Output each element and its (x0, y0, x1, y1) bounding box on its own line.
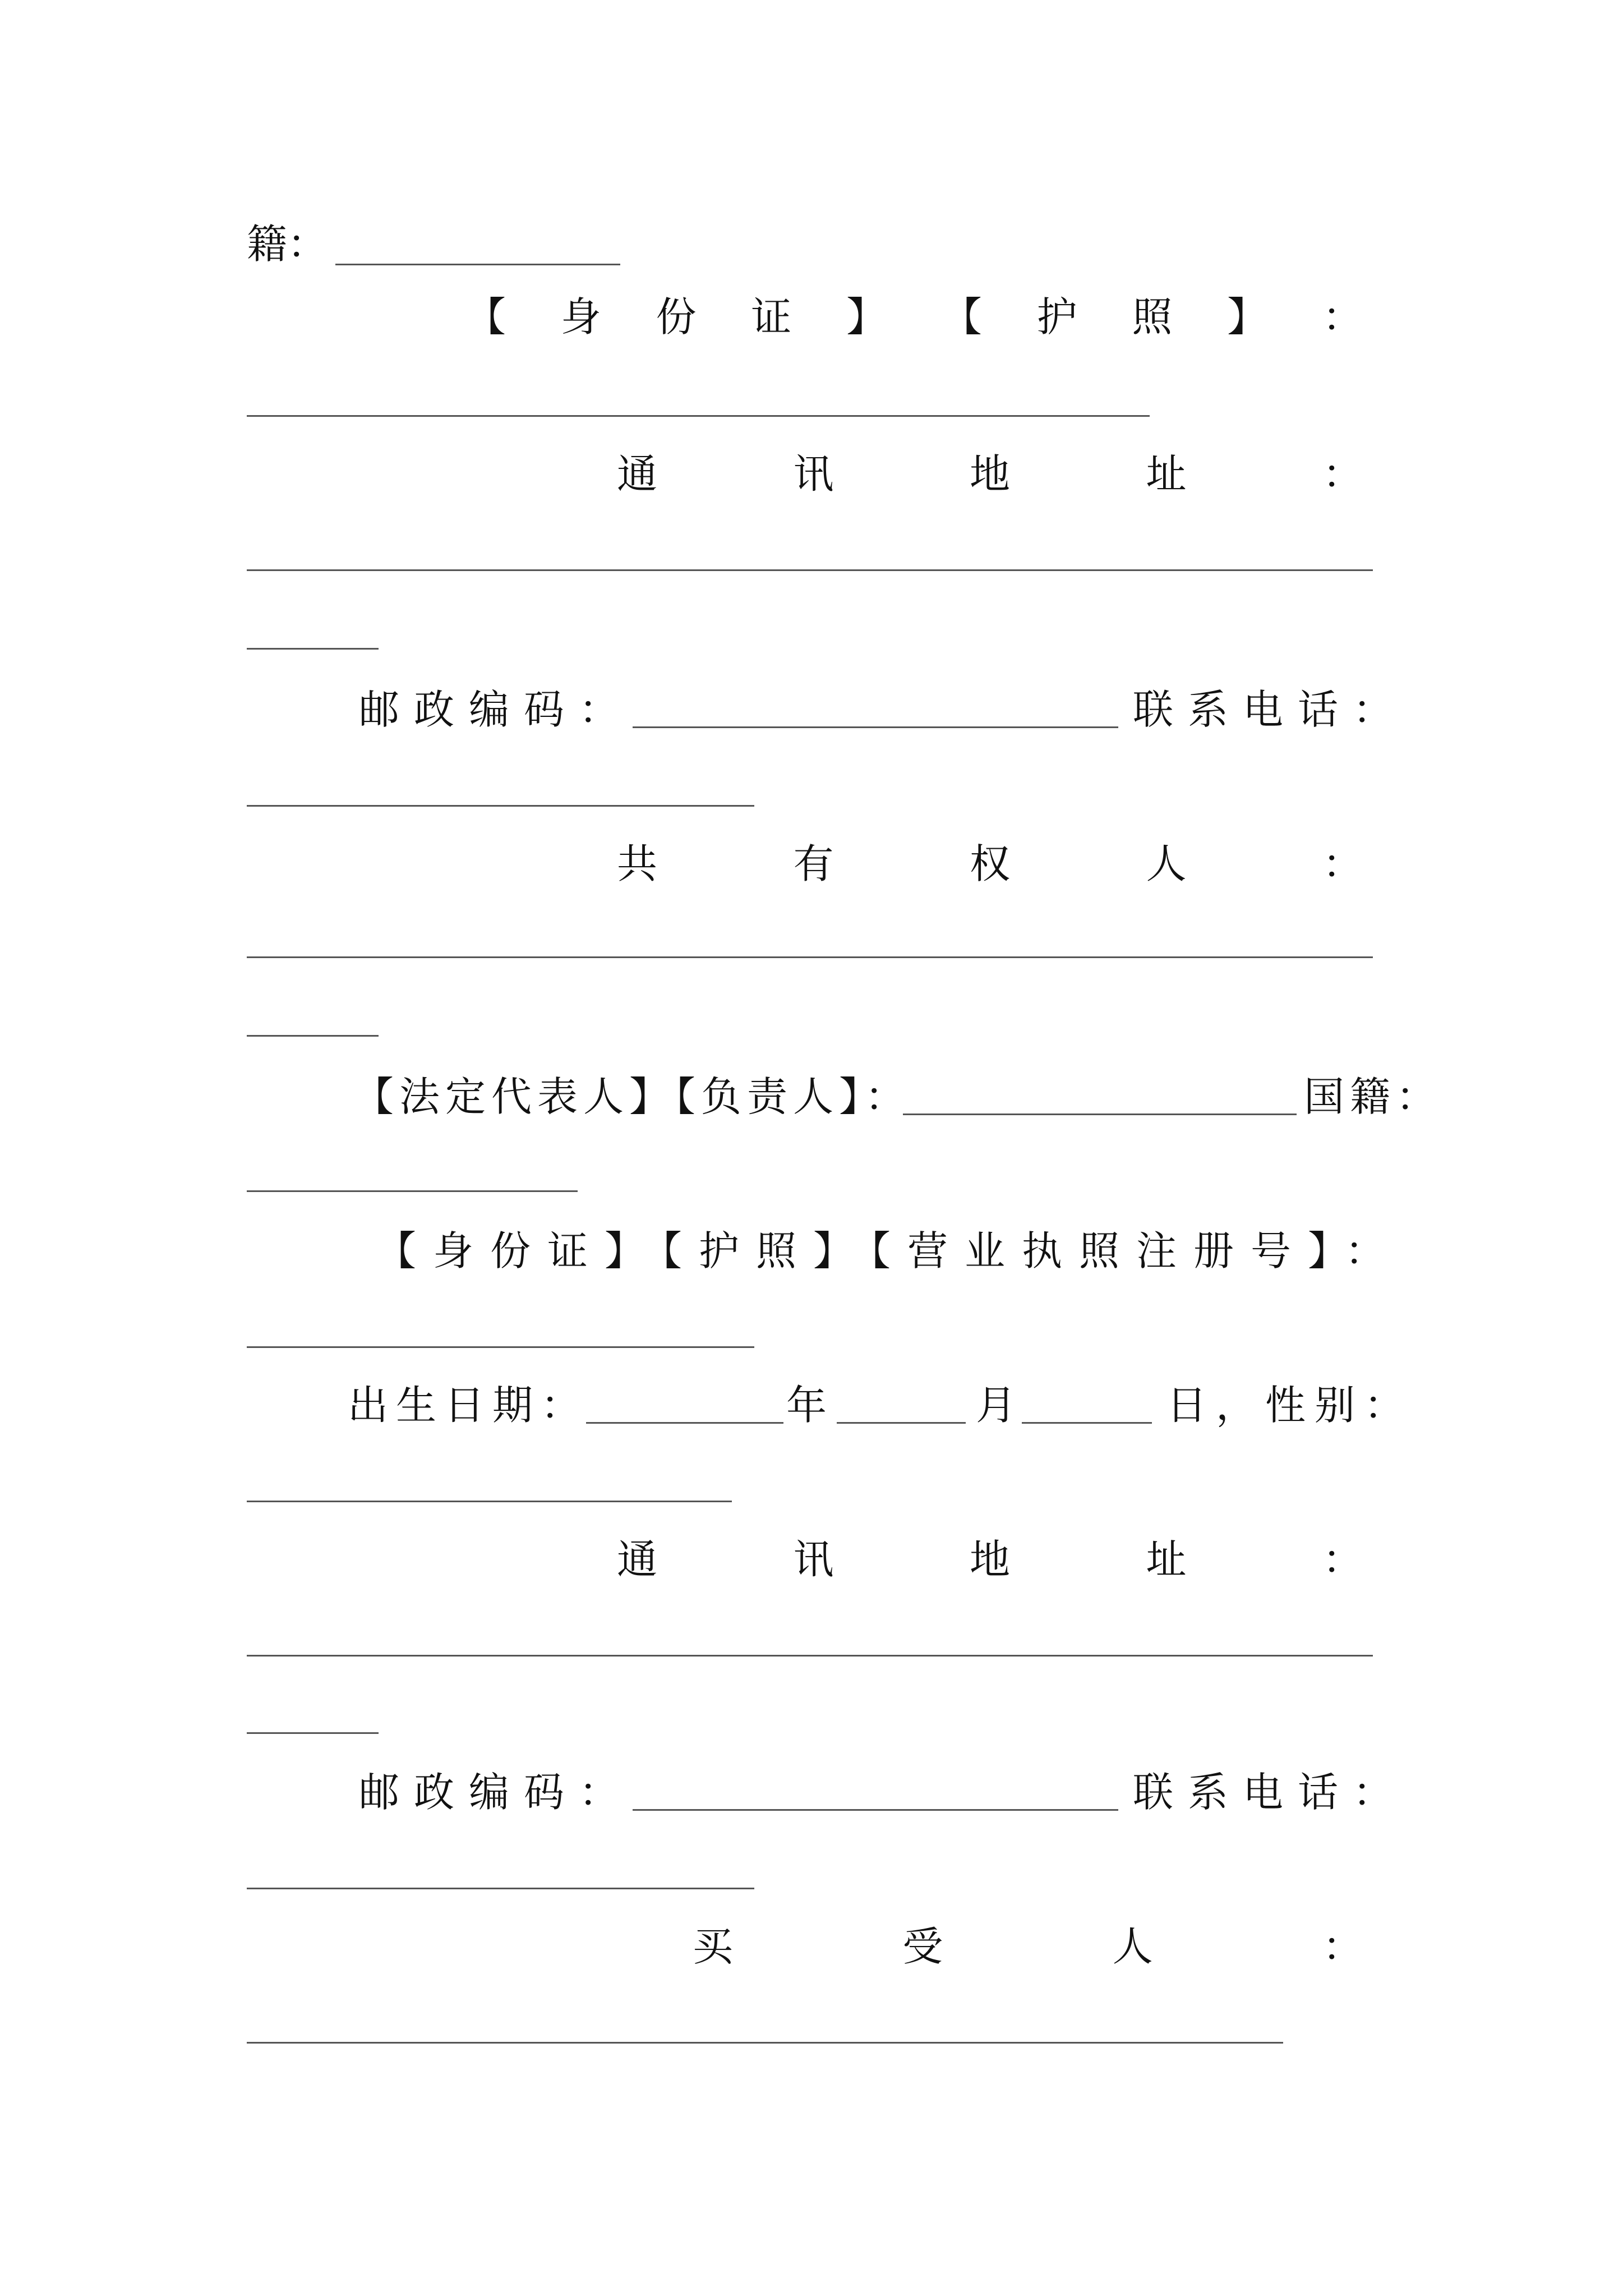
nationality-label: 籍： (247, 220, 328, 268)
char: 共 (617, 840, 658, 887)
id-passport-line (465, 286, 1363, 348)
char: 通 (617, 450, 658, 498)
char: 址 (1146, 1536, 1187, 1583)
id-license-blank[interactable] (247, 1346, 754, 1348)
address-line-2 (617, 1529, 1363, 1590)
co-owner-blank-a[interactable] (247, 956, 1373, 958)
char: 身 (560, 293, 601, 341)
address-line-1 (617, 443, 1363, 505)
gender-blank[interactable] (247, 1501, 732, 1502)
id-license-line (247, 1220, 1403, 1282)
colon: ： (1322, 1923, 1363, 1970)
year-label: 年 (786, 1382, 827, 1429)
char: 地 (969, 1536, 1010, 1583)
id-license-label: 【身份证】【护照】【营业执照注册号】： (376, 1227, 1403, 1274)
address-blank-2b[interactable] (247, 1732, 379, 1734)
char: 权 (969, 840, 1010, 887)
char: 买 (693, 1923, 734, 1970)
char: 通 (617, 1536, 658, 1583)
phone-label: 联系电话： (1133, 686, 1408, 733)
char: 受 (902, 1923, 943, 1970)
buyer-line (693, 1916, 1363, 1977)
char: 人 (1146, 840, 1187, 887)
co-owner-line (617, 833, 1363, 895)
char: 人 (1112, 1923, 1153, 1970)
postal-phone-line-1 (247, 679, 1408, 740)
bracket-close: 】 (1227, 293, 1268, 341)
legal-rep-blank[interactable] (903, 1114, 1297, 1115)
birth-label: 出生日期： (348, 1382, 589, 1429)
year-blank[interactable] (586, 1422, 783, 1424)
char: 证 (751, 293, 792, 341)
id-passport-blank[interactable] (247, 415, 1150, 417)
nationality-blank[interactable] (335, 264, 620, 265)
co-owner-blank-b[interactable] (247, 1035, 379, 1037)
day-blank[interactable] (1022, 1422, 1152, 1424)
legal-rep-line (247, 1066, 1442, 1128)
bracket-open: 【 (465, 293, 506, 341)
phone-label-2: 联系电话： (1133, 1769, 1408, 1816)
postal-label-2: 邮政编码： (359, 1769, 634, 1816)
bracket-close: 】 (846, 293, 887, 341)
bracket-open: 【 (941, 293, 982, 341)
colon: ： (1322, 293, 1363, 341)
postal-blank-1[interactable] (633, 726, 1118, 728)
legal-rep-label: 【法定代表人】【负责人】： (353, 1073, 911, 1120)
char: 照 (1132, 293, 1173, 341)
char: 讯 (793, 1536, 834, 1583)
char: 护 (1036, 293, 1077, 341)
month-label: 月 (976, 1382, 1017, 1429)
birth-date-line (247, 1374, 1414, 1436)
postal-blank-2[interactable] (633, 1809, 1118, 1811)
nationality-blank-2[interactable] (247, 1190, 578, 1192)
nationality-label-2: 国籍： (1304, 1073, 1442, 1120)
nationality-line (247, 213, 1380, 275)
char: 讯 (793, 450, 834, 498)
char: 址 (1146, 450, 1187, 498)
char: 有 (793, 840, 834, 887)
address-blank-1a[interactable] (247, 569, 1373, 571)
postal-label: 邮政编码： (359, 686, 634, 733)
month-blank[interactable] (837, 1422, 966, 1424)
phone-blank-2[interactable] (247, 1888, 754, 1889)
phone-blank-1[interactable] (247, 805, 754, 807)
day-gender-label: 日，性别： (1166, 1382, 1414, 1429)
char: 地 (969, 450, 1010, 498)
colon: ： (1322, 450, 1363, 498)
colon: ： (1322, 1536, 1363, 1583)
buyer-blank[interactable] (247, 2042, 1283, 2044)
address-blank-1b[interactable] (247, 648, 379, 650)
colon: ： (1322, 840, 1363, 887)
address-blank-2a[interactable] (247, 1655, 1373, 1657)
postal-phone-line-2 (247, 1761, 1408, 1823)
char: 份 (656, 293, 697, 341)
